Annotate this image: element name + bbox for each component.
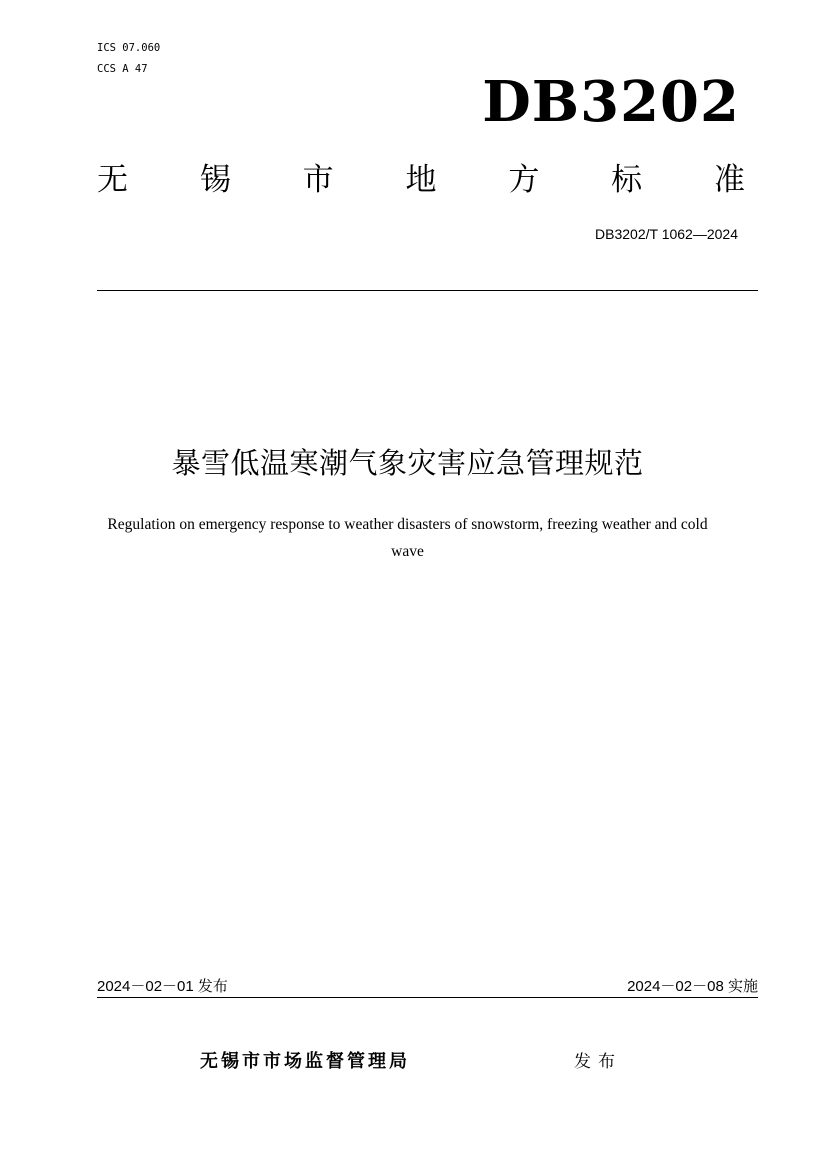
date-divider: [97, 997, 758, 998]
standard-type-char: 准: [713, 162, 745, 198]
publish-date-group: [97, 975, 228, 998]
ccs-code: CCS A 47: [97, 63, 148, 75]
standard-logo: DB3202: [482, 69, 740, 135]
implement-label: 实施: [727, 977, 758, 995]
standard-type-char: 标: [611, 162, 643, 198]
standard-type-char: 市: [302, 162, 334, 198]
standard-type-char: 无: [97, 162, 128, 198]
issue-label: 发布: [574, 1052, 622, 1072]
header-divider: [97, 290, 758, 291]
standard-number: DB3202/T 1062—2024: [595, 226, 738, 242]
standard-type: [97, 158, 745, 202]
standard-type-char: 地: [405, 162, 437, 198]
date-row: [97, 974, 758, 998]
publish-date: 2024－02－01: [97, 978, 194, 995]
standard-type-char: 锡: [199, 162, 231, 198]
implement-date: 2024－02－08: [627, 978, 724, 995]
standard-type-char: 方: [508, 162, 540, 198]
document-title-chinese: 暴雪低温寒潮气象灾害应急管理规范: [171, 446, 644, 480]
implement-date-group: [627, 975, 758, 998]
publish-label: 发布: [197, 977, 228, 995]
ics-code: ICS 07.060: [97, 42, 161, 54]
issuing-authority: 无锡市市场监督管理局: [200, 1051, 410, 1072]
document-title-english: Regulation on emergency response to weather disasters of snowstorm, freezing weather and cold wave: [107, 516, 708, 560]
